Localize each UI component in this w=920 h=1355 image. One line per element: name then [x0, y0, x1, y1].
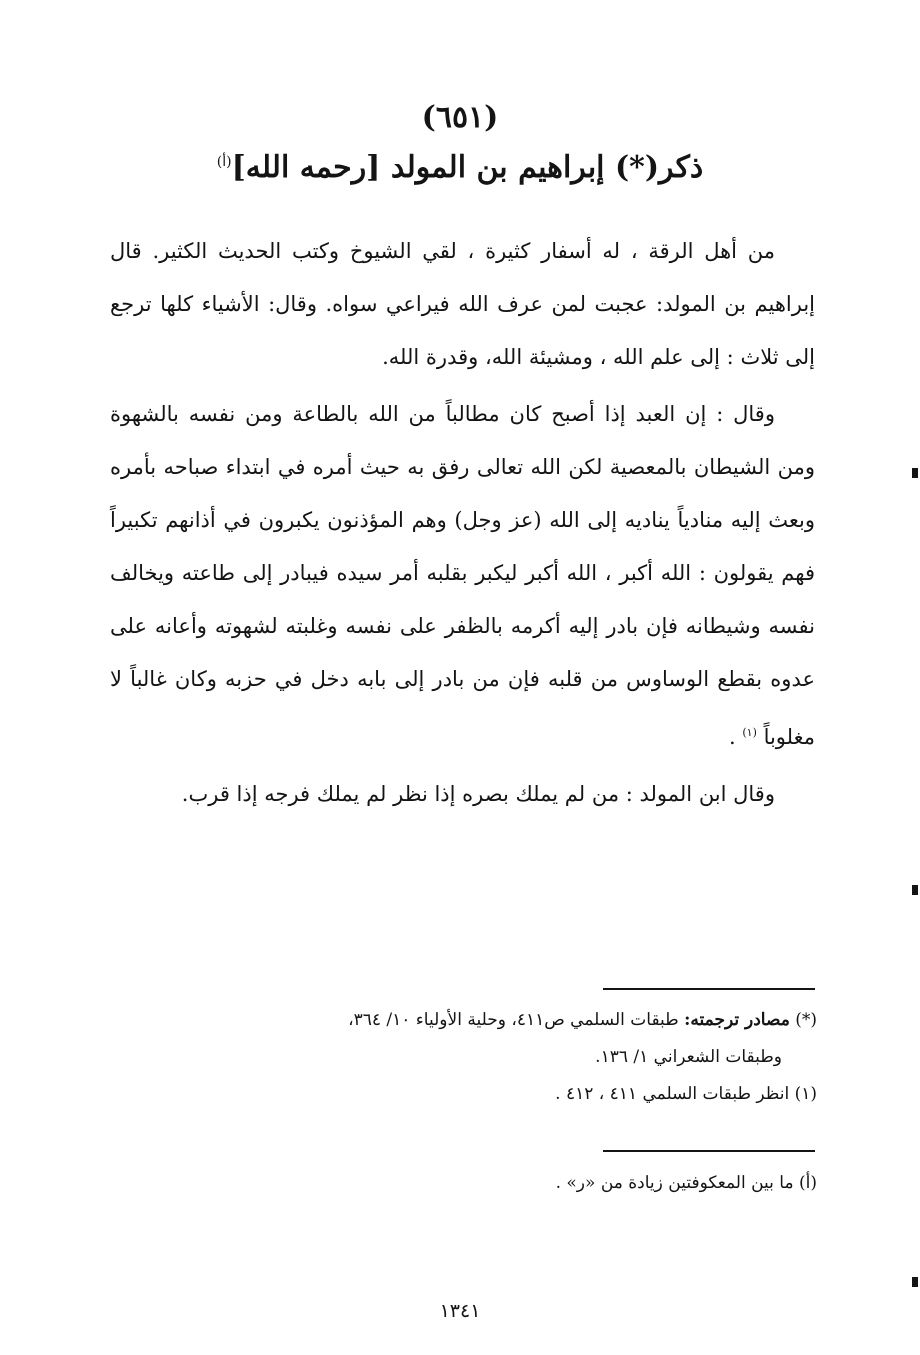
body-text [110, 225, 815, 821]
margin-mark [912, 468, 918, 478]
footnote-sources-label: مصادر ترجمته: [684, 1010, 790, 1030]
title-note-marker: (أ) [216, 154, 232, 170]
footnote-sources-text: طبقات السلمي ص٤١١، وحلية الأولياء ١٠/ ٣٦٤، [348, 1010, 679, 1030]
entry-number: (٦٥١) [421, 100, 499, 135]
footnote-sources-marker: (*) [795, 1010, 817, 1030]
footnote-sources-continued: وطبقات الشعراني ١/ ١٣٦. [595, 1047, 782, 1067]
footnote-1: (١) انظر طبقات السلمي ٤١١ ، ٤١٢ . [555, 1084, 817, 1104]
page-number: ١٣٤١ [439, 1300, 481, 1322]
footnotes [105, 1002, 817, 1113]
paragraph-2-note-marker: (١) [742, 726, 757, 739]
paragraph-2-end: . [728, 725, 736, 749]
editor-note: (أ) ما بين المعكوفتين زيادة من «ر» . [555, 1173, 817, 1193]
margin-mark [912, 1277, 918, 1287]
entry-title-text: ذكر(*) إبراهيم بن المولد [رحمه الله] [231, 150, 704, 185]
margin-mark [912, 885, 918, 895]
entry-title [0, 150, 920, 185]
footnote-divider [603, 988, 815, 990]
paragraph-3: وقال ابن المولد : من لم يملك بصره إذا نظر لم يملك فرجه إذا قرب. [181, 782, 775, 806]
editor-note-divider [603, 1150, 815, 1152]
paragraph-2 [110, 388, 815, 764]
paragraph-2-text: وقال : إن العبد إذا أصبح كان مطالباً من الله بالطاعة ومن نفسه بالشهوة ومن الشيطان بالمعصية لكن الله تعالى رفق به حيث أمره في ابتداء صباحه بأمره وبعث إليه منادياً يناديه إلى الله (عز وجل) وهم المؤذنون يكبرون في أذانهم تكبيراً فهم يقولون : الله أكبر ، الله أكبر ليكبر بقلبه أمر سيده فيبادر إلى طاعته ويخالف نفسه وشيطانه فإن بادر إليه أكرمه بالظفر على نفسه وغلبته لشهوته وأعانه على عدوه بقطع الوساوس من قلبه فإن من بادر إلى بابه دخل في حزبه وكان غالباً لا مغلوباً [110, 402, 815, 749]
footnote-sources [105, 1002, 817, 1039]
paragraph-1: من أهل الرقة ، له أسفار كثيرة ، لقي الشيوخ وكتب الحديث الكثير. قال إبراهيم بن المولد: عجبت لمن عرف الله فيراعي سواه. وقال: الأشياء كلها ترجع إلى ثلاث : إلى علم الله ، ومشيئة الله، وقدرة الله. [110, 239, 815, 369]
